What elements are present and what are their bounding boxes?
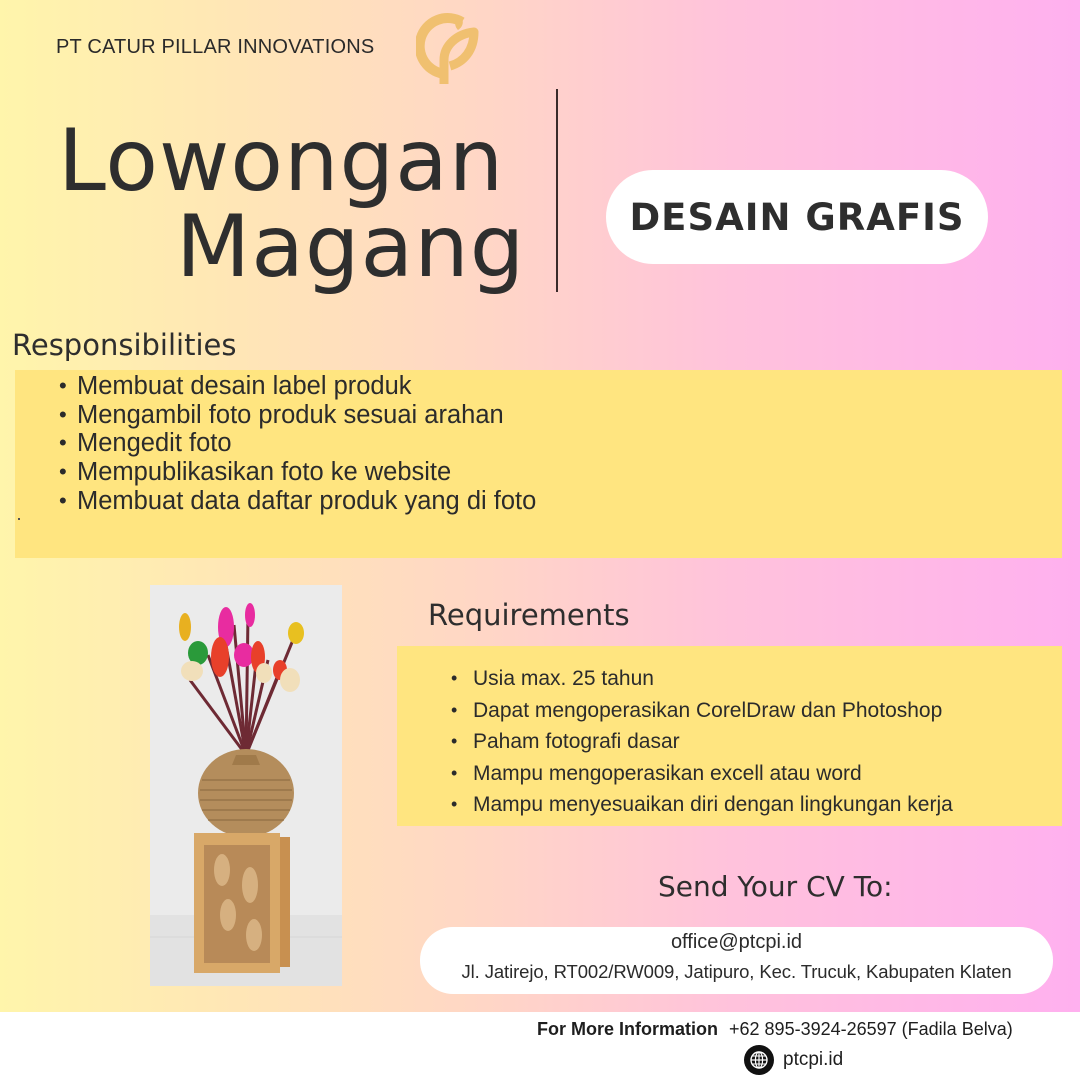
company-name: PT CATUR PILLAR INNOVATIONS	[56, 36, 375, 58]
list-item: • Membuat desain label produk	[59, 372, 536, 401]
contact-box	[420, 927, 1053, 994]
list-item: • Mengambil foto produk sesuai arahan	[59, 401, 536, 430]
website-link[interactable]: ptcpi.id	[783, 1049, 844, 1070]
list-item: • Usia max. 25 tahun	[449, 663, 953, 695]
list-item: • Dapat mengoperasikan CorelDraw dan Photoshop	[449, 695, 953, 727]
responsibilities-box	[15, 370, 1062, 558]
requirements-list	[449, 663, 953, 821]
responsibilities-list	[59, 372, 536, 516]
title-line-2: Magang	[176, 197, 526, 297]
title-line-1: Lowongan	[58, 111, 505, 211]
requirements-heading: Requirements	[428, 598, 630, 632]
responsibilities-heading: Responsibilities	[12, 328, 237, 362]
address-text: Jl. Jatirejo, RT002/RW009, Jatipuro, Kec. Trucuk, Kabupaten Klaten	[461, 961, 1012, 982]
leaf-circle-logo-icon	[416, 10, 484, 86]
list-item: • Mampu mengoperasikan excell atau word	[449, 758, 953, 790]
position-badge: DESAIN GRAFIS	[606, 170, 988, 264]
send-cv-heading: Send Your CV To:	[658, 870, 893, 903]
footer-contact	[537, 1019, 1013, 1040]
footer-website[interactable]	[744, 1045, 843, 1075]
list-item: • Membuat data daftar produk yang di foto	[59, 487, 536, 516]
vertical-divider	[556, 89, 558, 292]
requirements-box	[397, 646, 1062, 826]
phone-number[interactable]: +62 895-3924-26597 (Fadila Belva)	[729, 1019, 1013, 1039]
product-photo	[150, 585, 342, 986]
list-item: • Paham fotografi dasar	[449, 726, 953, 758]
list-item: • Mempublikasikan foto ke website	[59, 458, 536, 487]
stray-dot	[18, 518, 20, 520]
list-item: • Mampu menyesuaikan diri dengan lingkungan kerja	[449, 789, 953, 821]
globe-icon	[744, 1045, 774, 1075]
hero-title	[58, 111, 528, 297]
email-link[interactable]: office@ptcpi.id	[670, 931, 803, 953]
info-label: For More Information	[537, 1019, 718, 1039]
list-item: • Mengedit foto	[59, 429, 536, 458]
